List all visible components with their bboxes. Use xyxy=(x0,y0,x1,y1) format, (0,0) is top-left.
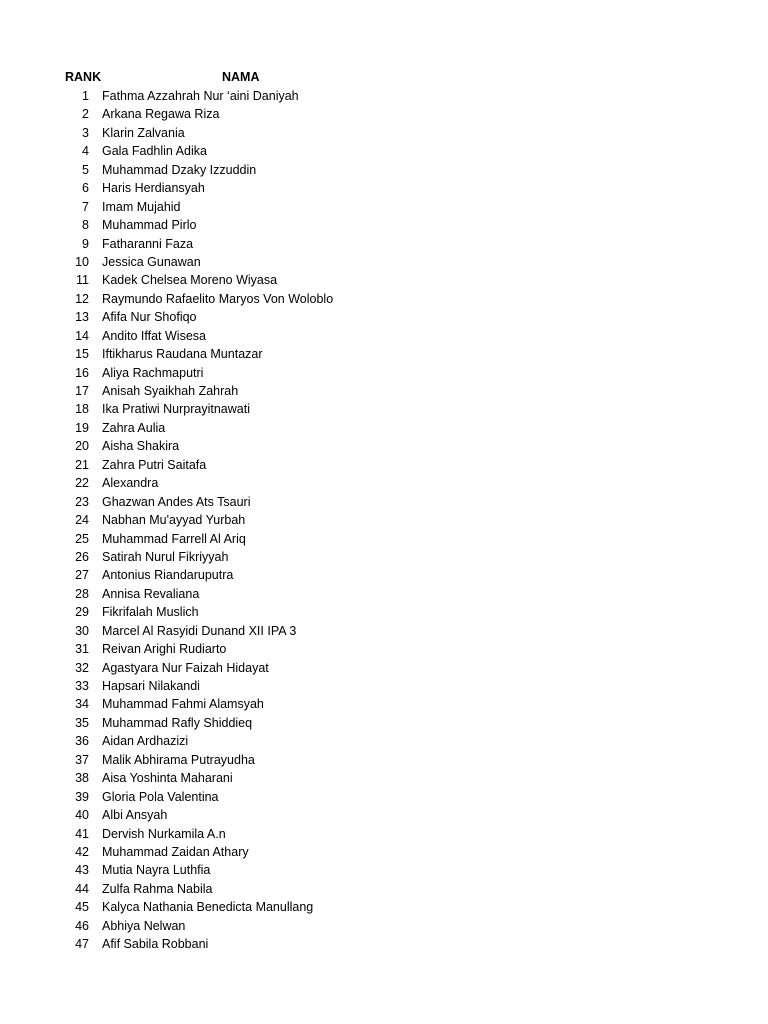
rank-cell: 2 xyxy=(82,107,89,122)
name-cell: Afifa Nur Shofiqo xyxy=(102,310,197,325)
table-row xyxy=(0,695,768,713)
name-cell: Aliya Rachmaputri xyxy=(102,365,204,380)
name-cell: Antonius Riandaruputra xyxy=(102,568,234,583)
name-cell: Klarin Zalvania xyxy=(102,125,185,140)
rank-cell: 19 xyxy=(75,420,89,435)
rank-cell: 32 xyxy=(75,660,89,675)
rank-cell: 45 xyxy=(75,900,89,915)
table-row xyxy=(0,124,768,142)
name-cell: Muhammad Fahmi Alamsyah xyxy=(102,697,264,712)
name-cell: Muhammad Farrell Al Ariq xyxy=(102,531,246,546)
name-cell: Andito Iffat Wisesa xyxy=(102,328,206,343)
rank-cell: 44 xyxy=(75,881,89,896)
name-cell: Hapsari Nilakandi xyxy=(102,679,200,693)
table-row xyxy=(0,290,768,308)
rank-cell: 28 xyxy=(75,586,89,601)
name-cell: Annisa Revaliana xyxy=(102,586,200,601)
table-row xyxy=(0,825,768,843)
rank-cell: 23 xyxy=(75,494,89,509)
rank-cell: 5 xyxy=(82,162,89,177)
table-row xyxy=(0,917,768,935)
rank-cell: 39 xyxy=(75,789,89,804)
table-row xyxy=(0,843,768,861)
table-row xyxy=(0,493,768,511)
name-cell: Alexandra xyxy=(102,476,159,491)
table-row xyxy=(0,161,768,179)
table-row xyxy=(0,935,768,953)
name-cell: Afif Sabila Robbani xyxy=(102,937,209,952)
name-cell: Muhammad Dzaky Izzuddin xyxy=(102,162,257,177)
table-row xyxy=(0,603,768,621)
table-row xyxy=(0,198,768,216)
name-cell: Jessica Gunawan xyxy=(102,254,201,269)
table-row xyxy=(0,327,768,345)
name-cell: Dervish Nurkamila A.n xyxy=(102,826,226,841)
table-row xyxy=(0,622,768,640)
table-row xyxy=(0,640,768,658)
name-cell: Zahra Aulia xyxy=(102,420,166,435)
table-row xyxy=(0,456,768,474)
rank-cell: 33 xyxy=(75,679,89,693)
rank-cell: 42 xyxy=(75,844,89,859)
rank-cell: 9 xyxy=(82,236,89,251)
rank-cell: 41 xyxy=(75,826,89,841)
table-row xyxy=(0,179,768,197)
rank-cell: 4 xyxy=(82,144,89,159)
name-cell: Muhammad Zaidan Athary xyxy=(102,844,249,859)
name-cell: Iftikharus Raudana Muntazar xyxy=(102,347,263,362)
table-row xyxy=(0,474,768,492)
rank-cell: 22 xyxy=(75,476,89,491)
name-cell: Gala Fadhlin Adika xyxy=(102,144,207,159)
rank-cell: 3 xyxy=(82,125,89,140)
table-row xyxy=(0,659,768,677)
table-row xyxy=(0,732,768,750)
rank-cell: 24 xyxy=(75,513,89,528)
table-row xyxy=(0,400,768,418)
name-cell: Muhammad Pirlo xyxy=(102,218,197,233)
rank-cell: 25 xyxy=(75,531,89,546)
table-row xyxy=(0,511,768,529)
name-cell: Arkana Regawa Riza xyxy=(102,107,220,122)
rank-cell: 27 xyxy=(75,568,89,583)
table-row xyxy=(0,216,768,234)
rank-cell: 31 xyxy=(75,642,89,657)
rank-cell: 8 xyxy=(82,218,89,233)
rank-cell: 35 xyxy=(75,715,89,730)
table-row xyxy=(0,566,768,584)
rank-cell: 18 xyxy=(75,402,89,417)
name-cell: Nabhan Mu'ayyad Yurbah xyxy=(102,513,246,528)
table-row xyxy=(0,585,768,603)
rank-cell: 30 xyxy=(75,623,89,638)
table-row xyxy=(0,861,768,879)
rank-cell: 38 xyxy=(75,771,89,786)
name-cell: Zahra Putri Saitafa xyxy=(102,457,207,472)
table-row xyxy=(0,769,768,787)
table-row xyxy=(0,105,768,123)
name-cell: Aisha Shakira xyxy=(102,439,180,454)
table-row xyxy=(0,548,768,566)
table-row xyxy=(0,437,768,455)
rank-cell: 34 xyxy=(75,697,89,712)
table-row xyxy=(0,253,768,271)
name-cell: Mutia Nayra Luthfia xyxy=(102,863,211,878)
rank-cell: 14 xyxy=(75,328,89,343)
rank-cell: 16 xyxy=(75,365,89,380)
name-cell: Reivan Arighi Rudiarto xyxy=(102,642,227,657)
table-row xyxy=(0,364,768,382)
rank-cell: 29 xyxy=(75,605,89,620)
table-row xyxy=(0,806,768,824)
rank-cell: 17 xyxy=(75,384,89,398)
rank-cell: 37 xyxy=(75,752,89,767)
name-cell: Fathma Azzahrah Nur ‘aini Daniyah xyxy=(102,89,299,103)
rank-cell: 47 xyxy=(75,937,89,952)
table-row xyxy=(0,751,768,769)
table-row xyxy=(0,142,768,160)
table-row xyxy=(0,235,768,253)
name-cell: Raymundo Rafaelito Maryos Von Woloblo xyxy=(102,291,334,306)
name-cell: Zulfa Rahma Nabila xyxy=(102,881,213,896)
rank-cell: 20 xyxy=(75,439,89,454)
name-cell: Aisa Yoshinta Maharani xyxy=(102,771,233,786)
name-cell: Agastyara Nur Faizah Hidayat xyxy=(102,660,269,675)
name-cell: Kadek Chelsea Moreno Wiyasa xyxy=(102,273,278,288)
table-row xyxy=(0,419,768,437)
table-row xyxy=(0,677,768,695)
rank-column-header: RANK xyxy=(65,70,102,84)
rank-cell: 12 xyxy=(75,291,89,306)
table-row xyxy=(0,271,768,289)
name-cell: Anisah Syaikhah Zahrah xyxy=(102,384,239,398)
name-cell: Muhammad Rafly Shiddieq xyxy=(102,715,253,730)
table-row xyxy=(0,898,768,916)
rank-cell: 40 xyxy=(75,808,89,823)
name-cell: Marcel Al Rasyidi Dunand XII IPA 3 xyxy=(102,623,297,638)
rank-cell: 6 xyxy=(82,181,89,196)
table-row xyxy=(0,345,768,363)
name-cell: Kalyca Nathania Benedicta Manullang xyxy=(102,900,314,915)
name-cell: Ghazwan Andes Ats Tsauri xyxy=(102,494,251,509)
rank-cell: 13 xyxy=(75,310,89,325)
name-cell: Satirah Nurul Fikriyyah xyxy=(102,549,229,564)
rank-cell: 43 xyxy=(75,863,89,878)
name-cell: Albi Ansyah xyxy=(102,808,168,823)
rank-cell: 26 xyxy=(75,549,89,564)
rank-cell: 46 xyxy=(75,918,89,933)
rank-cell: 11 xyxy=(76,273,89,288)
rank-cell: 15 xyxy=(75,347,89,362)
name-column-header: NAMA xyxy=(222,70,260,84)
rank-cell: 7 xyxy=(82,199,89,214)
name-cell: Aidan Ardhazizi xyxy=(102,734,189,749)
name-cell: Ika Pratiwi Nurprayitnawati xyxy=(102,402,250,417)
name-cell: Fikrifalah Muslich xyxy=(102,605,199,620)
rank-cell: 1 xyxy=(82,89,89,103)
rank-cell: 21 xyxy=(75,457,89,472)
table-row xyxy=(0,308,768,326)
table-row xyxy=(0,880,768,898)
name-cell: Abhiya Nelwan xyxy=(102,918,186,933)
name-cell: Fatharanni Faza xyxy=(102,236,194,251)
table-row xyxy=(0,530,768,548)
name-cell: Malik Abhirama Putrayudha xyxy=(102,752,255,767)
name-cell: Gloria Pola Valentina xyxy=(102,789,219,804)
rank-cell: 10 xyxy=(75,254,89,269)
ranking-list xyxy=(0,87,768,954)
rank-cell: 36 xyxy=(75,734,89,749)
table-row xyxy=(0,714,768,732)
table-row xyxy=(0,788,768,806)
table-row xyxy=(0,87,768,105)
name-cell: Imam Mujahid xyxy=(102,199,181,214)
name-cell: Haris Herdiansyah xyxy=(102,181,205,196)
table-row xyxy=(0,382,768,400)
